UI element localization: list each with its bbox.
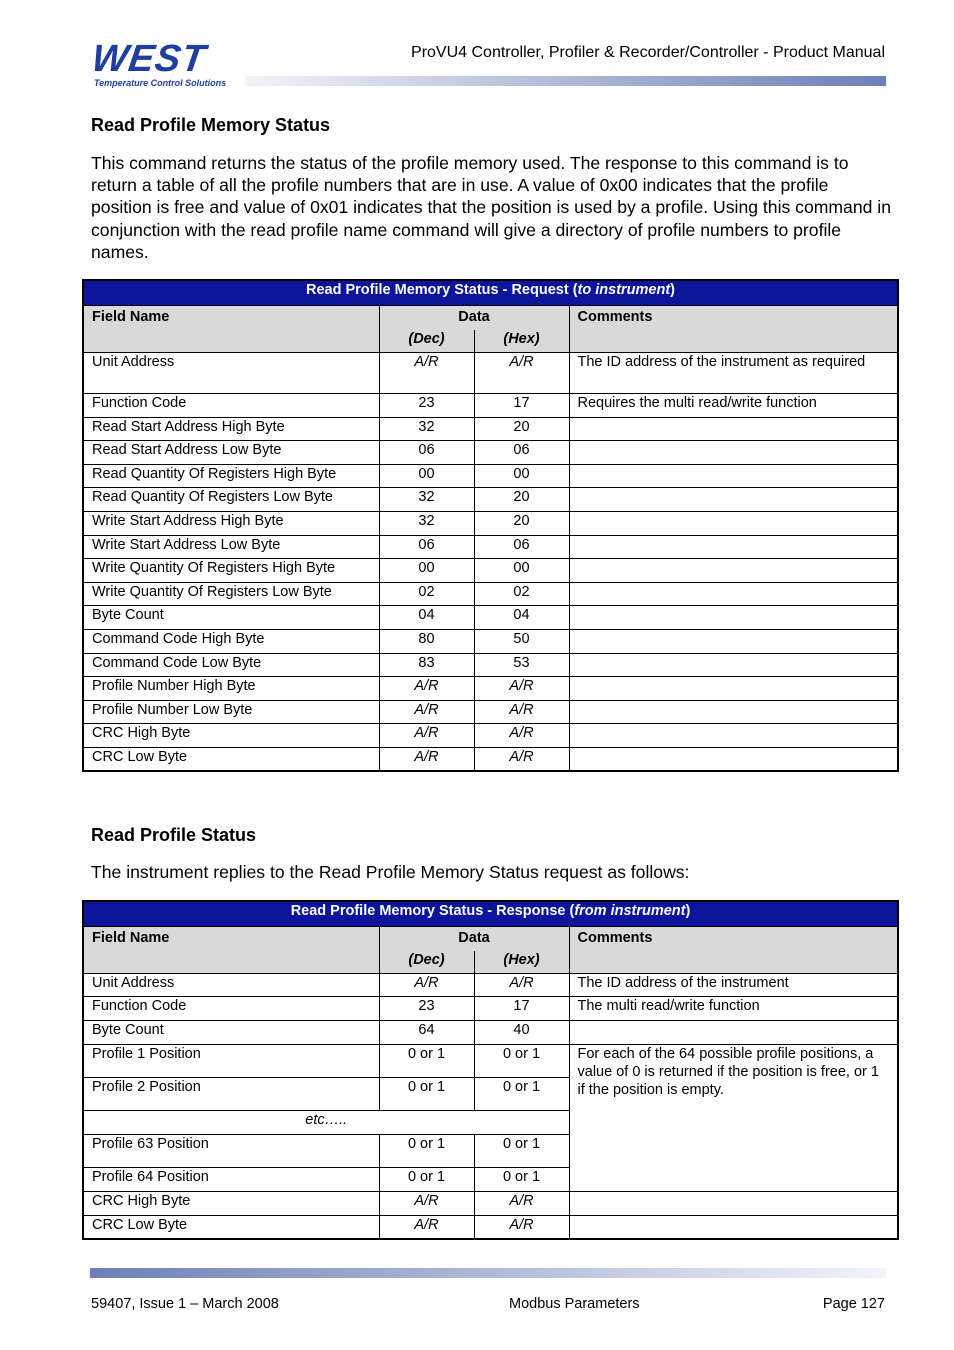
- dec-value: 32: [379, 511, 474, 535]
- hex-value: 0 or 1: [474, 1135, 569, 1168]
- field-name: Profile 63 Position: [83, 1135, 379, 1168]
- response-table: [82, 900, 899, 1240]
- hex-value: A/R: [474, 974, 569, 997]
- table-row: [83, 700, 898, 724]
- col-header-data: Data: [379, 927, 569, 952]
- comment: The ID address of the instrument: [569, 974, 898, 997]
- table-row: [83, 1021, 898, 1045]
- west-logo: [89, 38, 252, 90]
- hex-value: A/R: [474, 677, 569, 701]
- hex-value: 17: [474, 997, 569, 1021]
- hex-value: 00: [474, 559, 569, 583]
- field-name: Write Start Address High Byte: [83, 511, 379, 535]
- hex-value: 06: [474, 535, 569, 559]
- section-heading-read-profile-memory-status: Read Profile Memory Status: [91, 115, 331, 135]
- field-name: Read Start Address High Byte: [83, 417, 379, 441]
- field-name: Unit Address: [83, 353, 379, 394]
- hex-value: 40: [474, 1021, 569, 1045]
- field-name: Command Code High Byte: [83, 629, 379, 653]
- comment: [569, 606, 898, 630]
- col-header-hex: (Hex): [474, 951, 569, 974]
- profiles-comment: For each of the 64 possible profile positions, a value of 0 is returned if the position is free, or 1 if the position is empty.: [569, 1045, 898, 1192]
- field-name: Write Start Address Low Byte: [83, 535, 379, 559]
- dec-value: 23: [379, 997, 474, 1021]
- field-name: Byte Count: [83, 606, 379, 630]
- hex-value: 20: [474, 417, 569, 441]
- col-header-dec: (Dec): [379, 330, 474, 353]
- hex-value: 20: [474, 488, 569, 512]
- comment: [569, 1216, 898, 1239]
- header-gradient-bar: [245, 76, 886, 86]
- table-row: [83, 394, 898, 418]
- manual-title: ProVU4 Controller, Profiler & Recorder/Controller - Product Manual: [411, 44, 885, 61]
- table-row: [83, 997, 898, 1021]
- comment: [569, 488, 898, 512]
- field-name: Read Start Address Low Byte: [83, 441, 379, 465]
- comment: [569, 747, 898, 771]
- dec-value: A/R: [379, 1192, 474, 1216]
- comment: [569, 464, 898, 488]
- dec-value: A/R: [379, 353, 474, 394]
- dec-value: 32: [379, 488, 474, 512]
- table-row: [83, 464, 898, 488]
- table-row: [83, 488, 898, 512]
- comment: [569, 417, 898, 441]
- dec-value: 0 or 1: [379, 1168, 474, 1192]
- col-header-dec: (Dec): [379, 951, 474, 974]
- comment: [569, 582, 898, 606]
- hex-value: A/R: [474, 700, 569, 724]
- table-row: [83, 1216, 898, 1239]
- footer-gradient-bar: [90, 1268, 886, 1278]
- field-name: Profile 2 Position: [83, 1078, 379, 1111]
- hex-value: 17: [474, 394, 569, 418]
- table-row: [83, 606, 898, 630]
- comment: [569, 629, 898, 653]
- table-row: [83, 677, 898, 701]
- section2-paragraph: The instrument replies to the Read Profile Memory Status request as follows:: [91, 862, 690, 882]
- hex-value: A/R: [474, 724, 569, 748]
- dec-value: A/R: [379, 1216, 474, 1239]
- field-name: Unit Address: [83, 974, 379, 997]
- table-banner-cell: Read Profile Memory Status - Response (from instrument): [83, 901, 898, 927]
- hex-value: 0 or 1: [474, 1168, 569, 1192]
- dec-value: 00: [379, 559, 474, 583]
- hex-value: 0 or 1: [474, 1078, 569, 1111]
- hex-value: 06: [474, 441, 569, 465]
- table-row: [83, 747, 898, 771]
- field-name: Function Code: [83, 997, 379, 1021]
- hex-value: 04: [474, 606, 569, 630]
- table-row: [83, 417, 898, 441]
- comment: [569, 700, 898, 724]
- field-name: CRC Low Byte: [83, 1216, 379, 1239]
- table-row: [83, 724, 898, 748]
- logo-tagline: Temperature Control Solutions: [94, 78, 227, 88]
- field-name: Command Code Low Byte: [83, 653, 379, 677]
- table-row: [83, 353, 898, 394]
- field-name: Read Quantity Of Registers High Byte: [83, 464, 379, 488]
- hex-value: 0 or 1: [474, 1045, 569, 1078]
- dec-value: 0 or 1: [379, 1078, 474, 1111]
- dec-value: 83: [379, 653, 474, 677]
- field-name: Read Quantity Of Registers Low Byte: [83, 488, 379, 512]
- dec-value: 80: [379, 629, 474, 653]
- comment: The ID address of the instrument as required: [569, 353, 898, 394]
- dec-value: A/R: [379, 747, 474, 771]
- field-name: Profile 64 Position: [83, 1168, 379, 1192]
- table-row: [83, 441, 898, 465]
- col-header-field: Field Name: [83, 927, 379, 974]
- col-header-comments: Comments: [569, 306, 898, 353]
- section-heading-read-profile-status: Read Profile Status: [91, 825, 257, 845]
- hex-value: A/R: [474, 353, 569, 394]
- field-name: Profile Number Low Byte: [83, 700, 379, 724]
- table-row: [83, 629, 898, 653]
- footer-section: Modbus Parameters: [509, 1296, 640, 1312]
- table-header-row: [83, 306, 898, 331]
- dec-value: 0 or 1: [379, 1135, 474, 1168]
- field-name: Write Quantity Of Registers Low Byte: [83, 582, 379, 606]
- dec-value: 02: [379, 582, 474, 606]
- col-header-field: Field Name: [83, 306, 379, 353]
- request-table: [82, 279, 899, 772]
- etc-ellipsis: etc…..: [83, 1111, 569, 1135]
- col-header-comments: Comments: [569, 927, 898, 974]
- table-row: [83, 974, 898, 997]
- section-intro-paragraph: This command returns the status of the profile memory used. The response to this command is to return a table of all the profile numbers that are in use. A value of 0x00 indicates that the profile position is free and value of 0x01 indicates that the position is used by a profile. Using this command in conjunction with the read profile name command will give a directory of profile numbers to profile names.: [91, 153, 891, 262]
- field-name: CRC High Byte: [83, 1192, 379, 1216]
- footer-doc-ref: 59407, Issue 1 – March 2008: [91, 1296, 279, 1312]
- dec-value: 04: [379, 606, 474, 630]
- comment: [569, 441, 898, 465]
- comment: [569, 1021, 898, 1045]
- hex-value: 00: [474, 464, 569, 488]
- col-header-data: Data: [379, 306, 569, 331]
- table-banner: [83, 901, 898, 927]
- field-name: CRC Low Byte: [83, 747, 379, 771]
- field-name: Profile Number High Byte: [83, 677, 379, 701]
- table-row: [83, 559, 898, 583]
- hex-value: 02: [474, 582, 569, 606]
- dec-value: A/R: [379, 724, 474, 748]
- comment: [569, 1192, 898, 1216]
- comment: The multi read/write function: [569, 997, 898, 1021]
- dec-value: 06: [379, 535, 474, 559]
- table-row: [83, 1045, 898, 1078]
- dec-value: 23: [379, 394, 474, 418]
- comment: [569, 677, 898, 701]
- dec-value: 0 or 1: [379, 1045, 474, 1078]
- hex-value: A/R: [474, 747, 569, 771]
- comment: [569, 511, 898, 535]
- footer-page-number: Page 127: [822, 1296, 885, 1312]
- dec-value: A/R: [379, 677, 474, 701]
- dec-value: 06: [379, 441, 474, 465]
- logo-wordmark: WEST: [89, 38, 209, 80]
- comment: [569, 724, 898, 748]
- table-row: [83, 511, 898, 535]
- hex-value: A/R: [474, 1192, 569, 1216]
- field-name: CRC High Byte: [83, 724, 379, 748]
- comment: [569, 653, 898, 677]
- hex-value: A/R: [474, 1216, 569, 1239]
- table-banner: [83, 280, 898, 306]
- comment: [569, 559, 898, 583]
- field-name: Function Code: [83, 394, 379, 418]
- table-row: [83, 582, 898, 606]
- table-banner-cell: Read Profile Memory Status - Request (to instrument): [83, 280, 898, 306]
- table-row: [83, 653, 898, 677]
- field-name: Write Quantity Of Registers High Byte: [83, 559, 379, 583]
- field-name: Profile 1 Position: [83, 1045, 379, 1078]
- dec-value: 00: [379, 464, 474, 488]
- dec-value: A/R: [379, 700, 474, 724]
- col-header-hex: (Hex): [474, 330, 569, 353]
- dec-value: 64: [379, 1021, 474, 1045]
- table-row: [83, 535, 898, 559]
- dec-value: A/R: [379, 974, 474, 997]
- hex-value: 53: [474, 653, 569, 677]
- comment: [569, 535, 898, 559]
- hex-value: 20: [474, 511, 569, 535]
- comment: Requires the multi read/write function: [569, 394, 898, 418]
- table-header-row: [83, 927, 898, 952]
- hex-value: 50: [474, 629, 569, 653]
- dec-value: 32: [379, 417, 474, 441]
- table-row: [83, 1192, 898, 1216]
- field-name: Byte Count: [83, 1021, 379, 1045]
